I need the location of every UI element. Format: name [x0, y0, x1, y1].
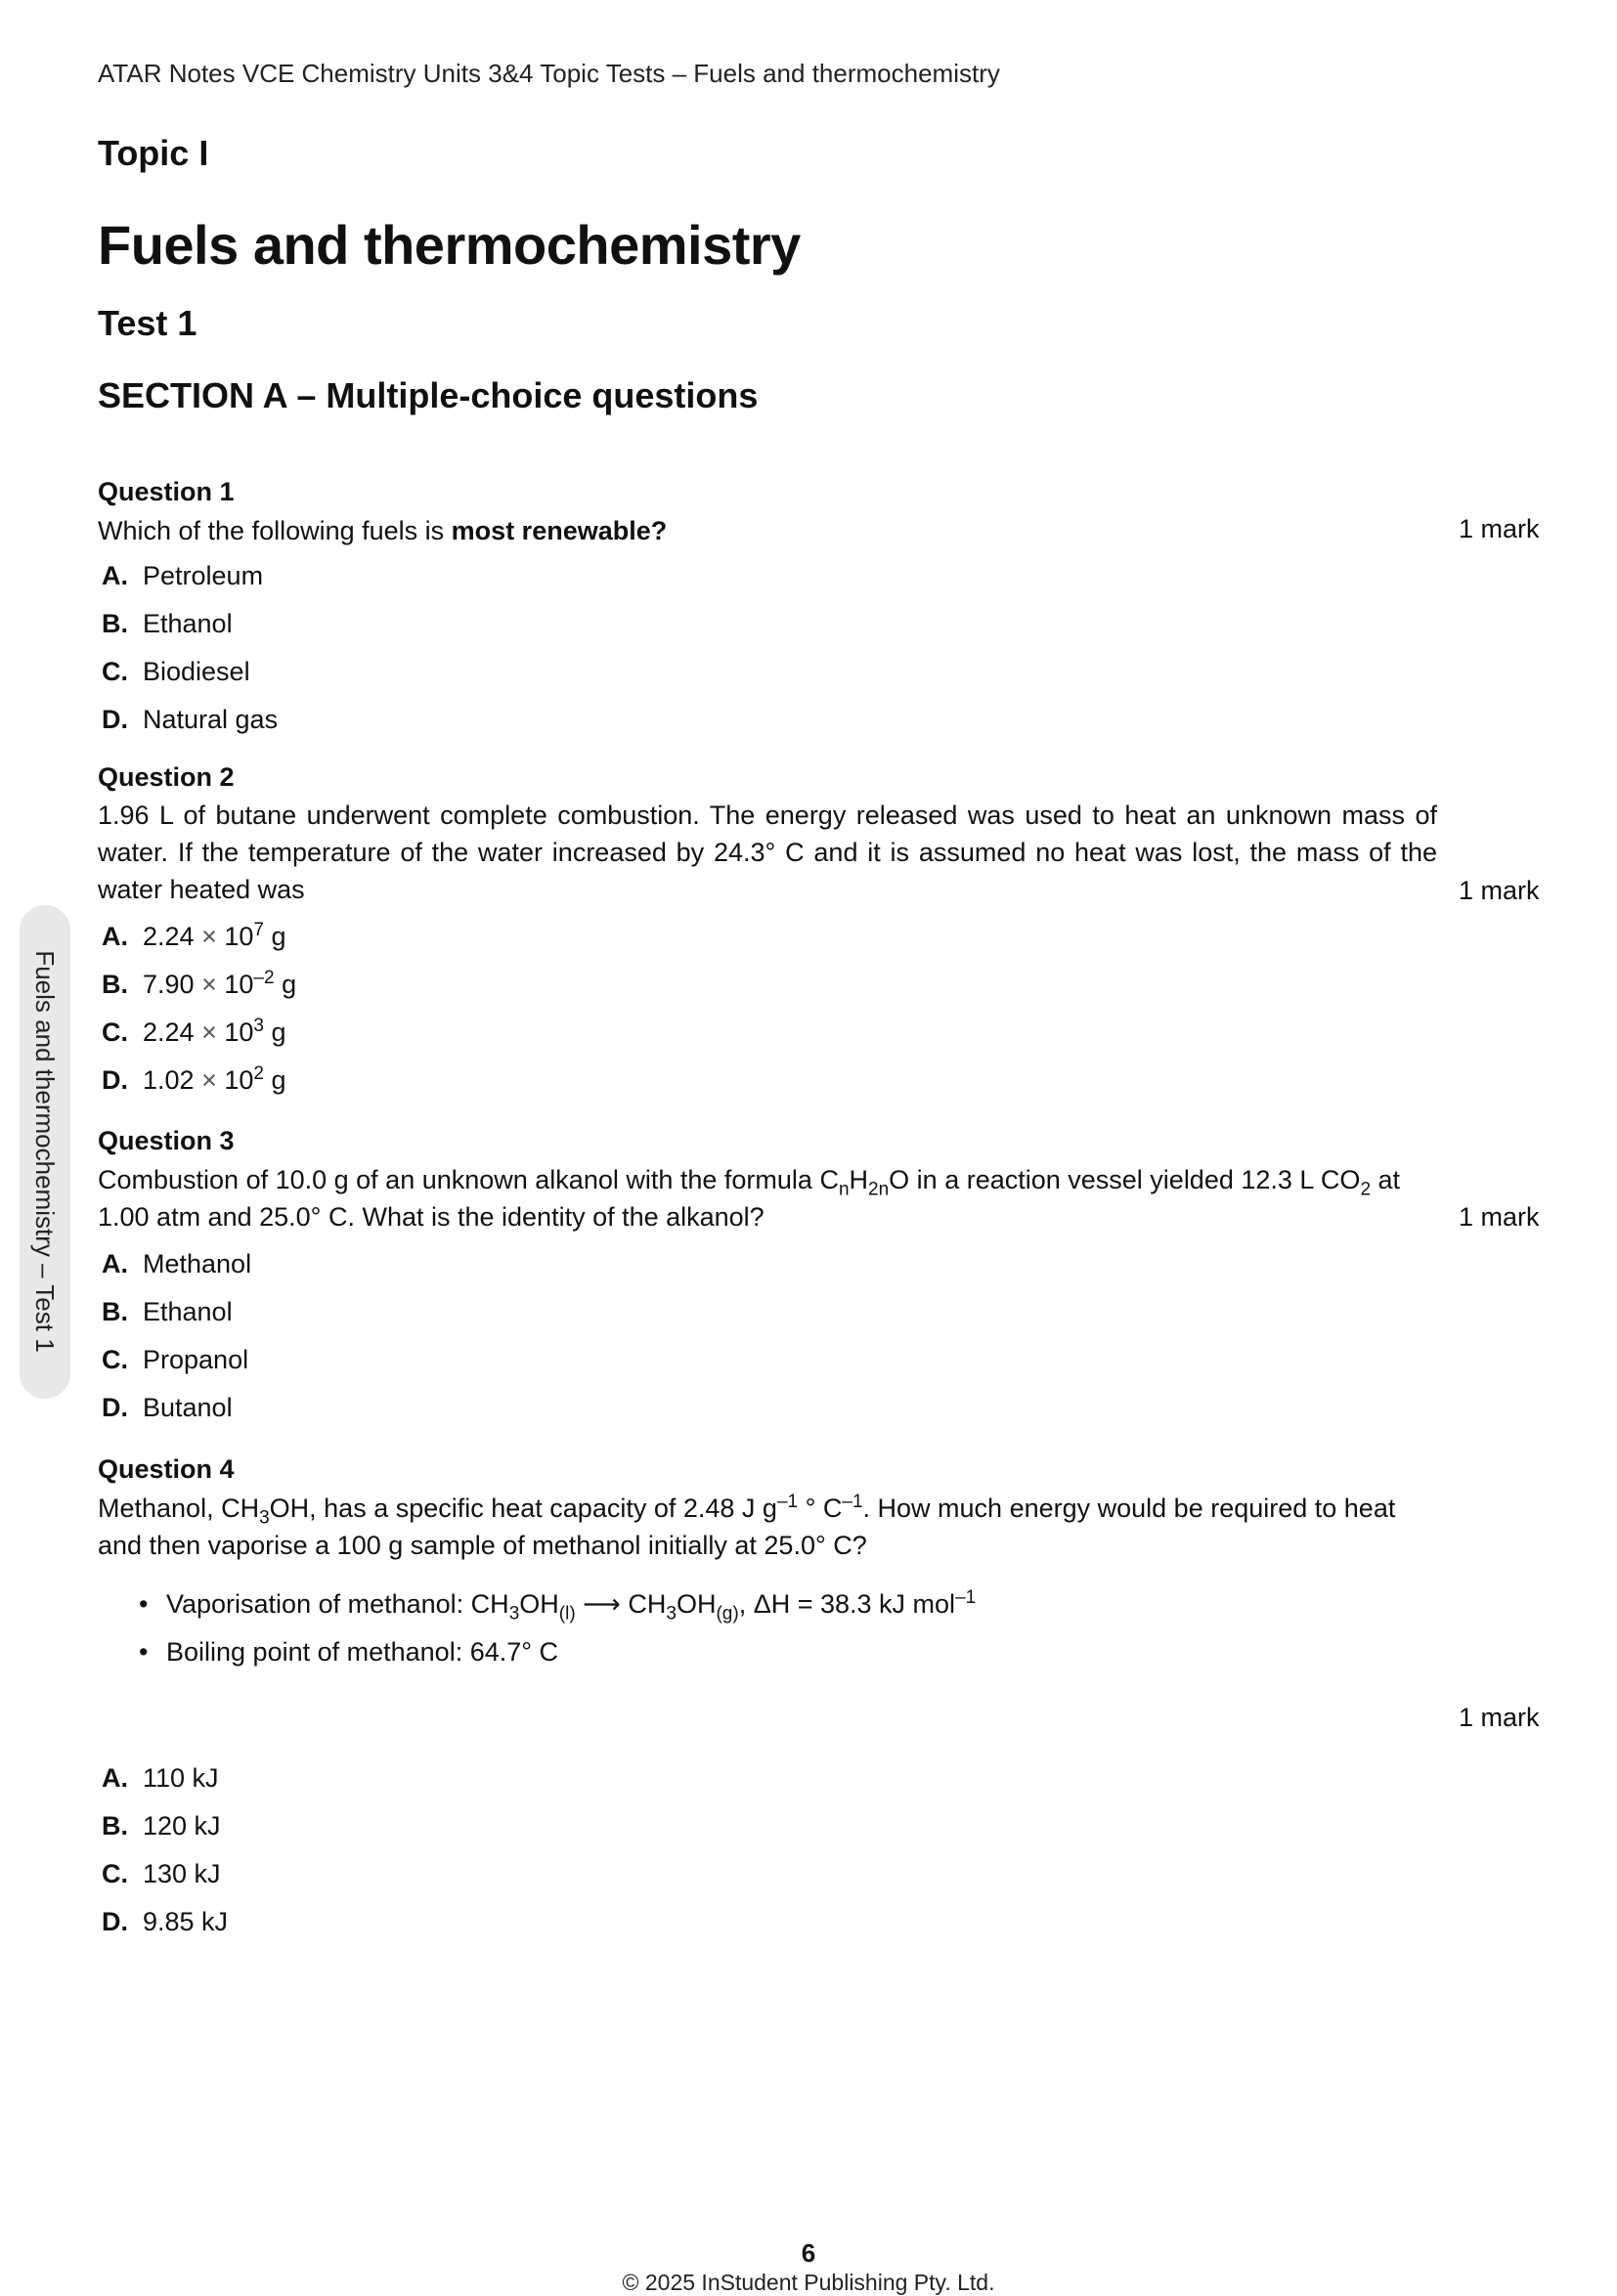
topic-label: Topic I — [98, 133, 209, 173]
side-tab-label: Fuels and thermochemistry – Test 1 — [30, 950, 60, 1353]
question-3-option-d[interactable]: D. Butanol — [102, 1393, 233, 1422]
question-1-mark: 1 mark — [1459, 514, 1540, 543]
question-3-option-a[interactable]: A. Methanol — [102, 1249, 252, 1278]
question-4-mark: 1 mark — [1459, 1703, 1540, 1732]
question-2-option-c[interactable]: C. $2.24 \times 10^3$ g — [102, 1016, 286, 1047]
question-1-option-b[interactable]: B. Ethanol — [102, 609, 233, 638]
page-number: 6 — [801, 2238, 816, 2268]
question-3-text-line2: 1.00 atm and 25.0° C. What is the identity of the alkanol? — [98, 1202, 765, 1232]
question-4-heading: Question 4 — [98, 1454, 235, 1484]
question-2-heading: Question 2 — [98, 762, 235, 792]
section-title: SECTION A – Multiple-choice questions — [98, 375, 759, 415]
question-3-option-c[interactable]: C. Propanol — [102, 1345, 249, 1374]
question-4-text-line1: Methanol, $CH_3OH$, has a specific heat capacity of 2.48 J $g^{-1}$ ° $C^{-1}$. How much energy would be required to heat — [98, 1492, 1396, 1529]
copyright: © 2025 InStudent Publishing Pty. Ltd. — [622, 2270, 995, 2295]
question-1-option-a[interactable]: A. Petroleum — [102, 561, 264, 590]
question-2-option-a[interactable]: A. $2.24 \times 10^7$ g — [102, 920, 286, 951]
page-title: Fuels and thermochemistry — [98, 214, 801, 276]
test-label: Test 1 — [98, 303, 197, 343]
question-4-option-b[interactable]: B. 120 kJ — [102, 1811, 221, 1841]
question-2-option-b[interactable]: B. $7.90 \times 10^{-2}$ g — [102, 968, 297, 999]
question-1-option-c[interactable]: C. Biodiesel — [102, 657, 250, 686]
question-2-option-d[interactable]: D. $1.02 \times 10^2$ g — [102, 1063, 286, 1095]
question-2-text: 1.96 L of butane underwent complete combustion. The energy released was used to heat an unknown mass of water. If the temperature of the water increased by 24.3° C and it is assumed no heat was lost, the mass of the water heated was — [98, 801, 1437, 904]
question-4-option-a[interactable]: A. 110 kJ — [102, 1763, 219, 1793]
question-4-option-d[interactable]: D. 9.85 kJ — [102, 1907, 229, 1936]
question-4-bullet-vaporisation: • Vaporisation of methanol: $CH_3OH_{(l)}$ ⟶ $CH_3OH_{(g)}$, ΔH = 38.3 kJ mol$^{-1}$ — [139, 1587, 977, 1625]
question-1-option-d[interactable]: D. Natural gas — [102, 705, 279, 734]
question-2-mark: 1 mark — [1459, 876, 1540, 905]
question-3-mark: 1 mark — [1459, 1202, 1540, 1232]
question-3-option-b[interactable]: B. Ethanol — [102, 1297, 233, 1326]
question-1-text: Which of the following fuels is most renewable? — [98, 516, 668, 545]
question-3-heading: Question 3 — [98, 1126, 235, 1155]
question-4-text-line2: and then vaporise a 100 g sample of methanol initially at 25.0° C? — [98, 1531, 867, 1560]
question-4-bullet-boiling-point: • Boiling point of methanol: 64.7° C — [139, 1637, 559, 1667]
question-3-text-line1: Combustion of 10.0 g of an unknown alkanol with the formula $C_nH_{2n}O$ in a reaction vessel yielded 12.3 L $CO_2$ at — [98, 1165, 1401, 1200]
running-header: ATAR Notes VCE Chemistry Units 3&4 Topic Tests – Fuels and thermochemistry — [98, 59, 1000, 88]
question-1-heading: Question 1 — [98, 477, 235, 506]
question-4-option-c[interactable]: C. 130 kJ — [102, 1859, 221, 1888]
